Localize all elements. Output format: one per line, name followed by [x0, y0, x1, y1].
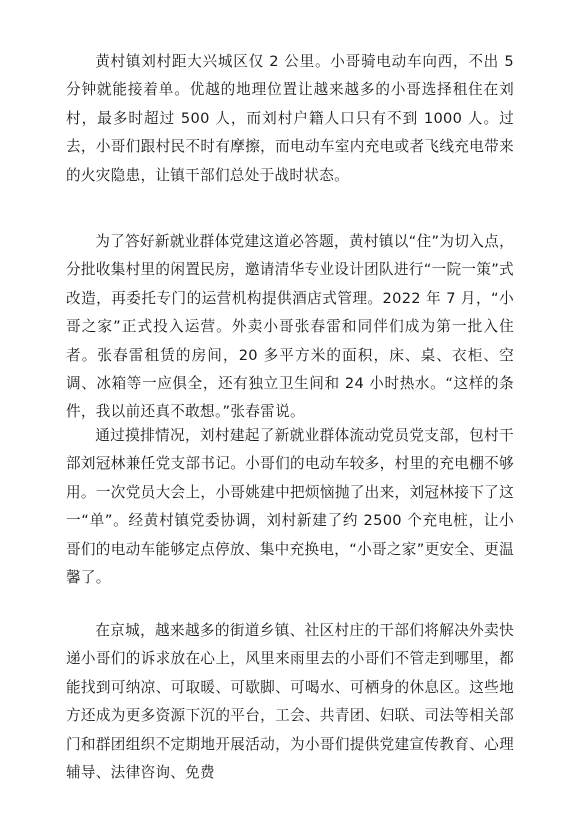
paragraph: 黄村镇刘村距大兴城区仅 2 公里。小哥骑电动车向西，不出 5 分钟就能接着单。优越的地理位置让越来越多的小哥选择租住在刘村，最多时超过 500 人，而刘村户籍人口只有不到 1000 人。过去，小哥们跟村民不时有摩擦，而电动车室内充电或者飞线充电带来的火灾隐患，让镇干部们总处于战时状态。: [66, 53, 514, 184]
paragraph: 为了答好新就业群体党建这道必答题，黄村镇以“住”为切入点，分批收集村里的闲置民房，邀请清华专业设计团队进行“一院一策”式改造，再委托专门的运营机构提供酒店式管理。2022 年 7 月，“小哥之家”正式投入运营。外卖小哥张春雷和同伴们成为第一批入住者。张春雷租赁的房间，20 多平方米的面积，床、桌、衣柜、空调、冰箱等一应俱全，还有独立卫生间和 24 小时热水。“这样的条件，我以前还真不敢想。”张春雷说。: [66, 233, 514, 421]
paragraph: 通过摸排情况，刘村建起了新就业群体流动党员党支部，包村干部刘冠林兼任党支部书记。小哥们的电动车较多，村里的充电棚不够用。一次党员大会上，小哥姚建中把烦恼抛了出来，刘冠林接下了这一“单”。经黄村镇党委协调，刘村新建了约 2500 个充电桩，让小哥们的电动车能够定点停放、集中充换电，“小哥之家”更安全、更温馨了。: [66, 427, 514, 587]
paragraph: 在京城，越来越多的街道乡镇、社区村庄的干部们将解决外卖快递小哥们的诉求放在心上，风里来雨里去的小哥们不管走到哪里，都能找到可纳凉、可取暖、可歇脚、可喝水、可栖身的休息区。这些地方还成为更多资源下沉的平台，工会、共青团、妇联、司法等相关部门和群团组织不定期地开展活动，为小哥们提供党建宣传教育、心理辅导、法律咨询、免费: [66, 622, 514, 782]
